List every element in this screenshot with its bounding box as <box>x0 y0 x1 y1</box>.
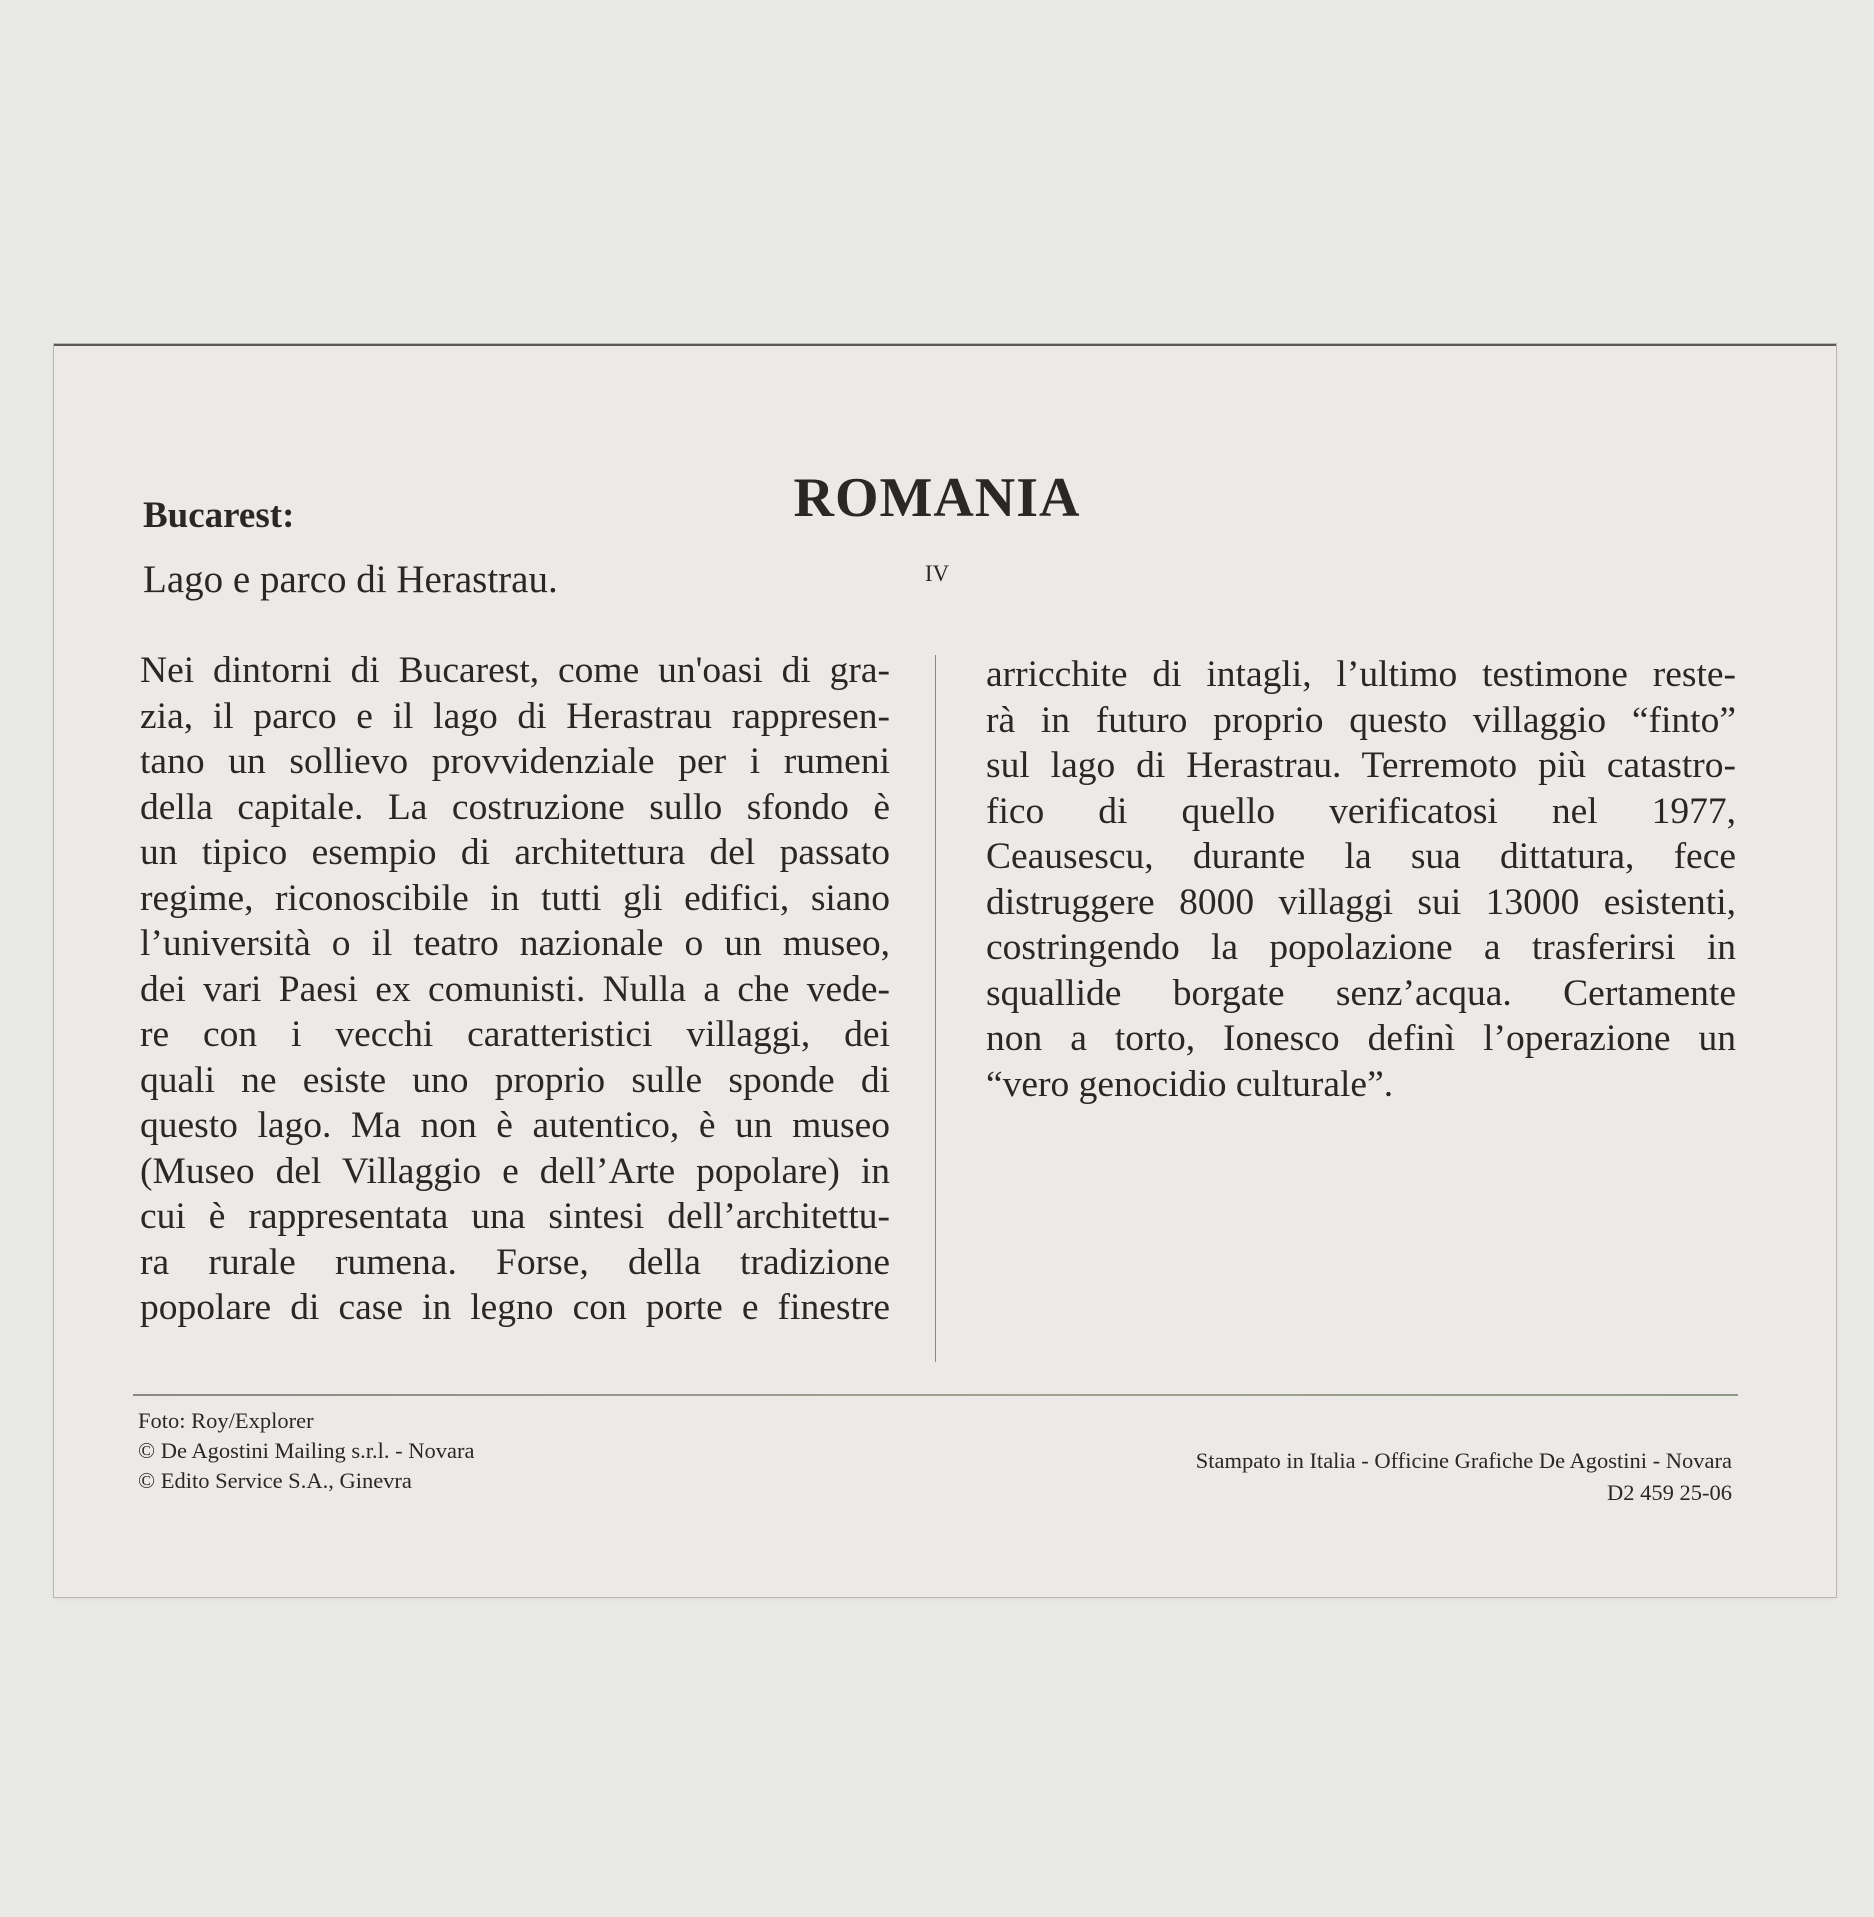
text-line: costringendo la popolazione a trasferirsi in <box>986 927 1736 968</box>
credit-line: © De Agostini Mailing s.r.l. - Novara <box>138 1438 475 1463</box>
text-line: distruggere 8000 villaggi sui 13000 esistenti, <box>986 881 1736 923</box>
printer-info <box>1196 1445 1732 1509</box>
product-code: D2 459 25-06 <box>1607 1480 1732 1505</box>
printer-line: Stampato in Italia - Officine Grafiche De Agostini - Novara <box>1195 1448 1732 1473</box>
text-line: dei vari Paesi ex comunisti. Nulla a che vede- <box>140 968 890 1010</box>
body-text-left-column <box>140 648 890 1331</box>
text-line: zia, il parco e il lago di Herastrau rappresen- <box>140 695 890 737</box>
footer-divider <box>133 1394 1738 1396</box>
country-title: ROMANIA <box>793 467 1081 529</box>
text-line: “vero genocidio culturale”. <box>986 1063 1394 1105</box>
text-line: questo lago. Ma non è autentico, è un museo <box>140 1105 890 1146</box>
text-line: non a torto, Ionesco definì l’operazione un <box>986 1018 1736 1059</box>
text-line: popolare di case in legno con porte e finestre <box>140 1287 890 1328</box>
text-line: cui è rappresentata una sintesi dell’architettu- <box>140 1196 890 1237</box>
text-line: squallide borgate senz’acqua. Certamente <box>986 972 1736 1014</box>
text-line: un tipico esempio di architettura del passato <box>140 832 890 873</box>
volume-number: IV <box>924 561 950 586</box>
text-line: rà in futuro proprio questo villaggio “finto” <box>986 699 1736 741</box>
photo-credits <box>138 1406 474 1496</box>
text-line: regime, riconoscibile in tutti gli edifici, siano <box>140 877 890 919</box>
location-heading: Bucarest: <box>143 495 295 536</box>
text-line: ra rurale rumena. Forse, della tradizione <box>140 1241 890 1283</box>
photo-caption: Lago e parco di Herastrau. <box>143 558 558 601</box>
text-line: tano un sollievo provvidenziale per i rumeni <box>140 741 890 782</box>
text-line: fico di quello verificatosi nel 1977, <box>986 790 1736 832</box>
text-line: arricchite di intagli, l’ultimo testimone reste- <box>986 654 1736 695</box>
text-line: l’università o il teatro nazionale o un museo, <box>140 923 890 964</box>
text-line: sul lago di Herastrau. Terremoto più catastro- <box>986 745 1736 786</box>
text-line: (Museo del Villaggio e dell’Arte popolare) in <box>140 1150 890 1192</box>
text-line: re con i vecchi caratteristici villaggi, dei <box>140 1014 890 1055</box>
column-divider <box>935 655 936 1362</box>
credit-line: © Edito Service S.A., Ginevra <box>138 1468 412 1493</box>
credit-line: Foto: Roy/Explorer <box>138 1408 314 1433</box>
text-line: quali ne esiste uno proprio sulle sponde di <box>140 1059 890 1101</box>
body-text-right-column <box>986 652 1736 1107</box>
text-line: della capitale. La costruzione sullo sfondo è <box>140 786 890 828</box>
text-line: Ceausescu, durante la sua dittatura, fece <box>986 836 1736 877</box>
text-line: Nei dintorni di Bucarest, come un'oasi di gra- <box>140 650 890 691</box>
